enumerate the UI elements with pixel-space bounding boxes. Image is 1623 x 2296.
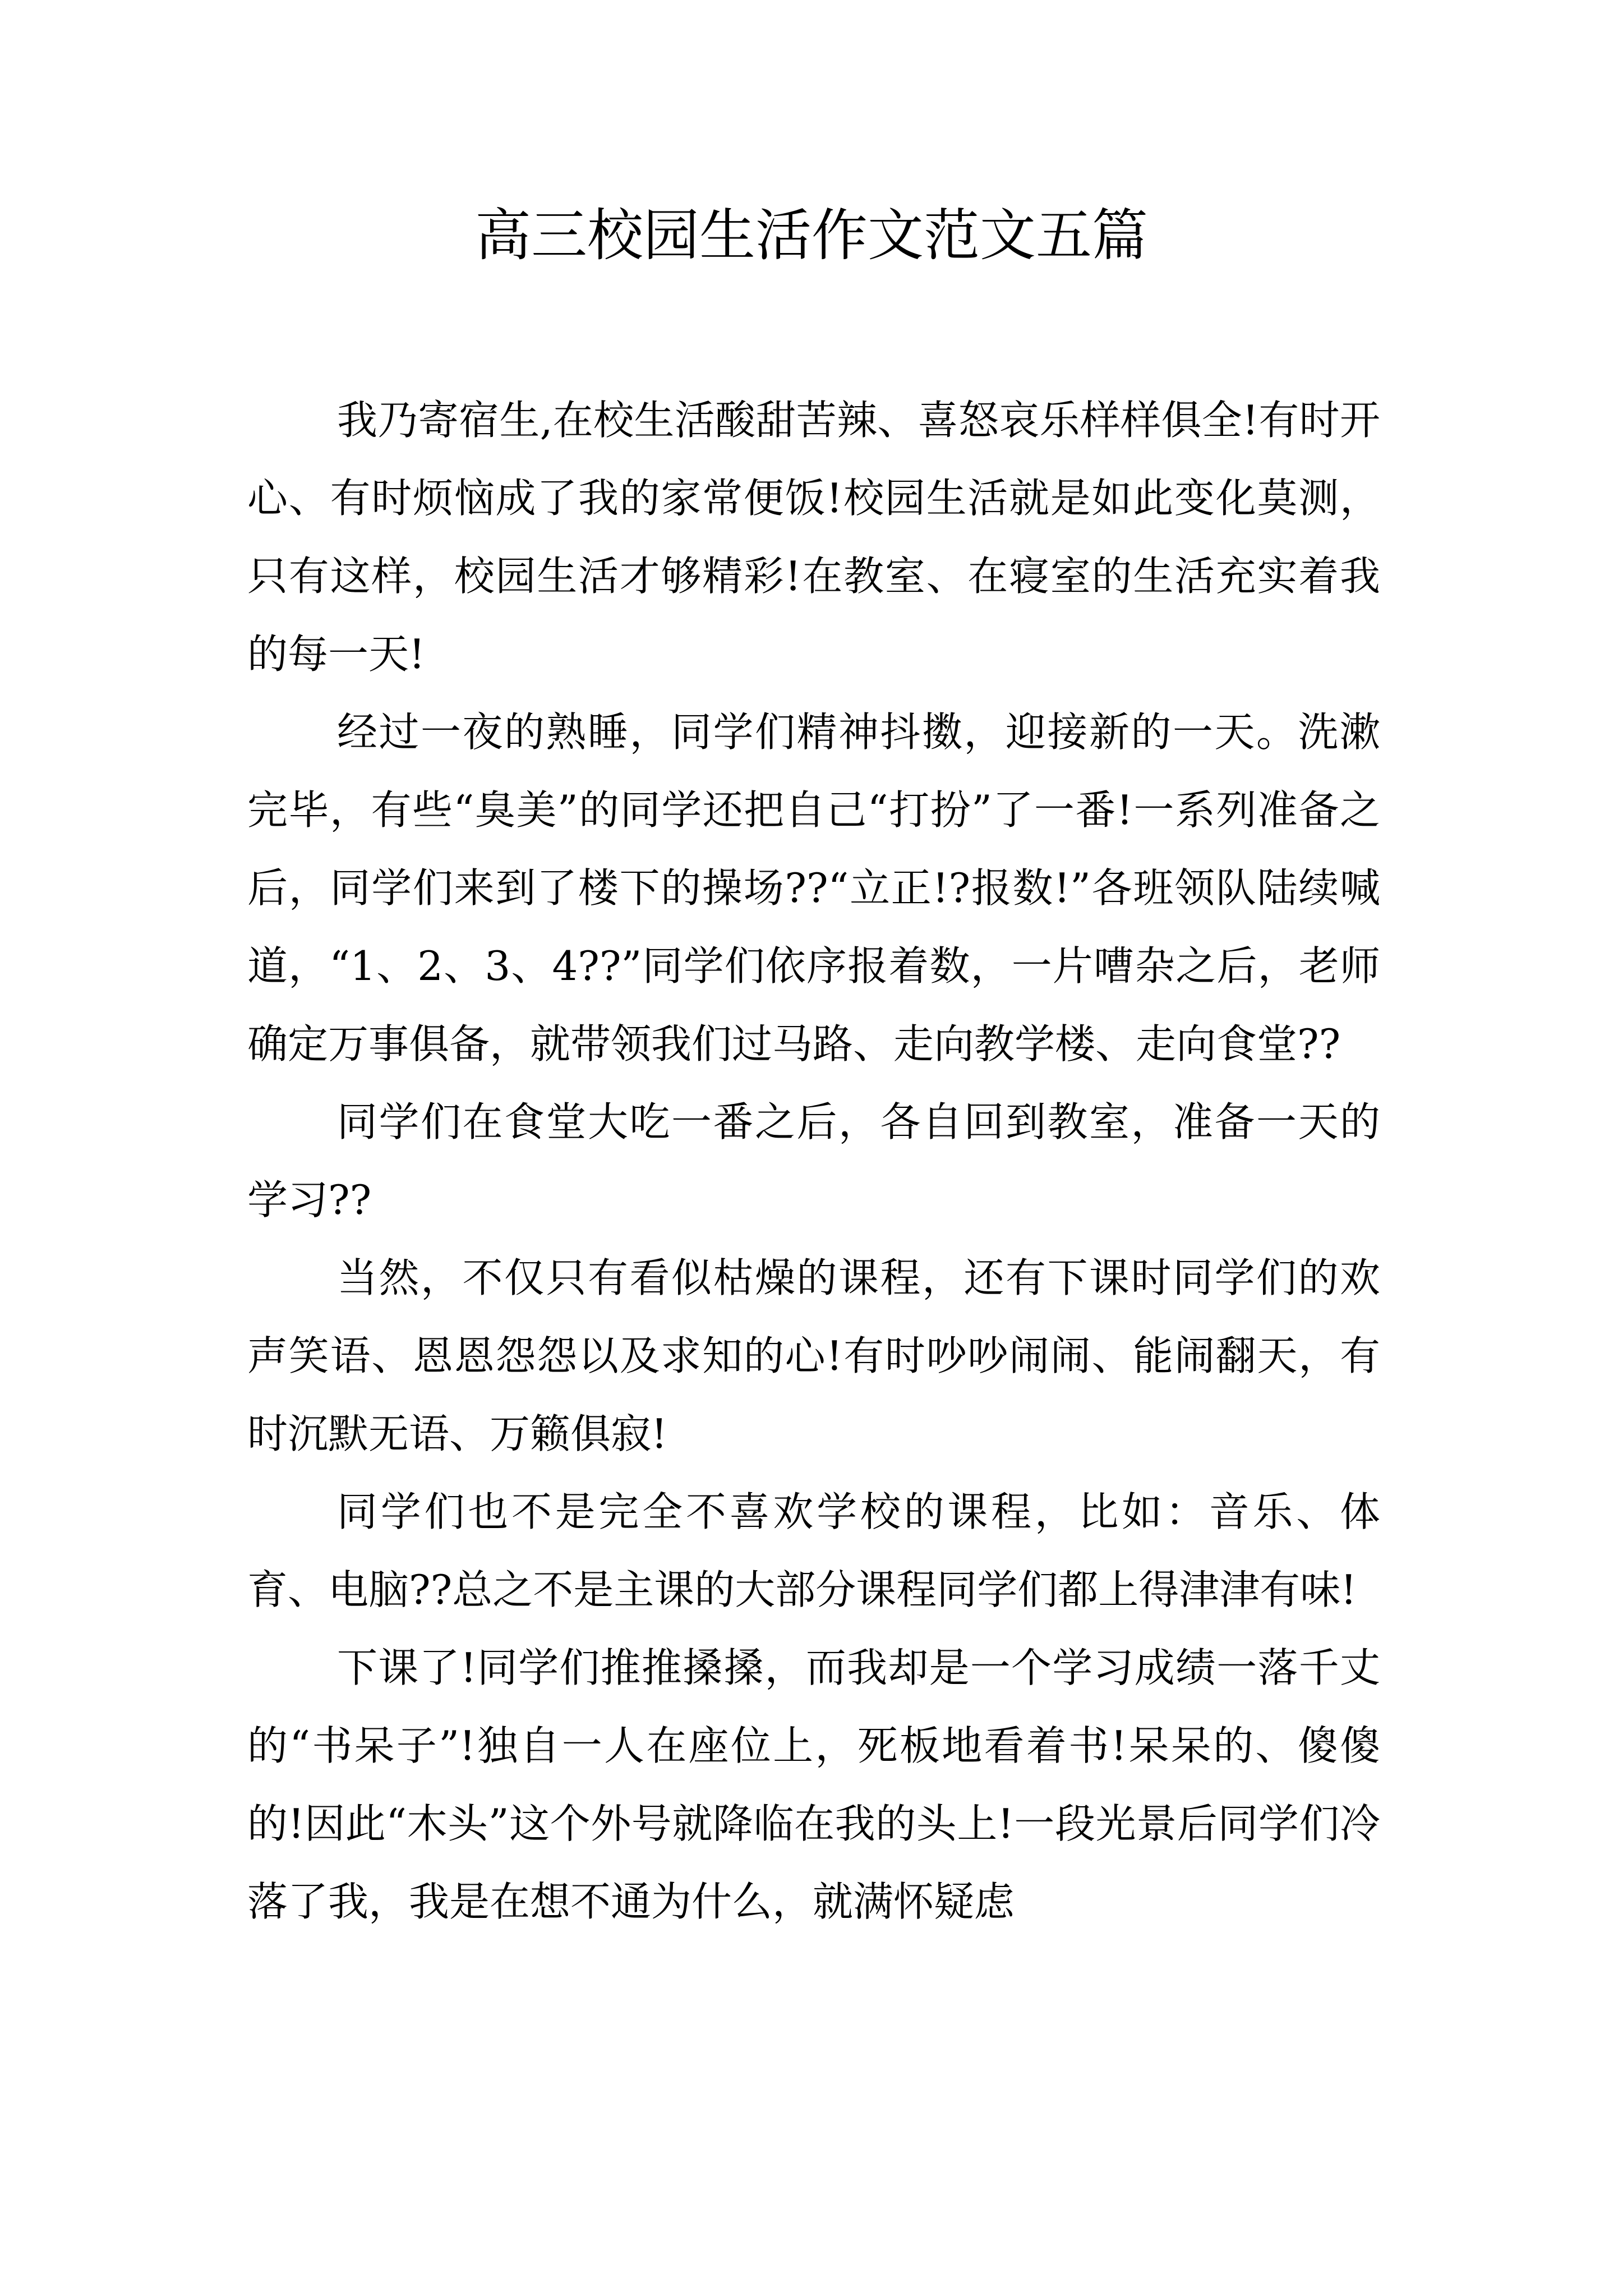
paragraph-2: 经过一夜的熟睡，同学们精神抖擞，迎接新的一天。洗漱完毕，有些“臭美”的同学还把自己“打扮”了一番!一系列准备之后，同学们来到了楼下的操场??“立正!?报数!”各班领队陆续喊道，“1、2、3、4??”同学们依序报着数，一片嘈杂之后，老师确定万事俱备，就带领我们过马路、走向教学楼、走向食堂?? <box>247 708 1380 1068</box>
paragraph-1: 我乃寄宿生,在校生活酸甜苦辣、喜怒哀乐样样俱全!有时开心、有时烦恼成了我的家常便饭!校园生活就是如此变化莫测，只有这样，校园生活才够精彩!在教室、在寝室的生活充实着我的每一天! <box>247 397 1380 678</box>
document-title: 高三校园生活作文范文五篇 <box>475 203 1148 268</box>
paragraph-4: 当然，不仅只有看似枯燥的课程，还有下课时同学们的欢声笑语、恩恩怨怨以及求知的心!有时吵吵闹闹、能闹翻天，有时沉默无语、万籁俱寂! <box>247 1254 1380 1457</box>
document-body <box>247 381 1380 1941</box>
paragraph-5: 同学们也不是完全不喜欢学校的课程，比如：音乐、体育、电脑??总之不是主课的大部分课程同学们都上得津津有味! <box>247 1488 1380 1613</box>
paragraph-3: 同学们在食堂大吃一番之后，各自回到教室，准备一天的学习?? <box>247 1098 1380 1223</box>
paragraph-6: 下课了!同学们推推搡搡，而我却是一个学习成绩一落千丈的“书呆子”!独自一人在座位上，死板地看着书!呆呆的、傻傻的!因此“木头”这个外号就降临在我的头上!一段光景后同学们冷落了我，我是在想不通为什么，就满怀疑虑 <box>247 1644 1380 1925</box>
